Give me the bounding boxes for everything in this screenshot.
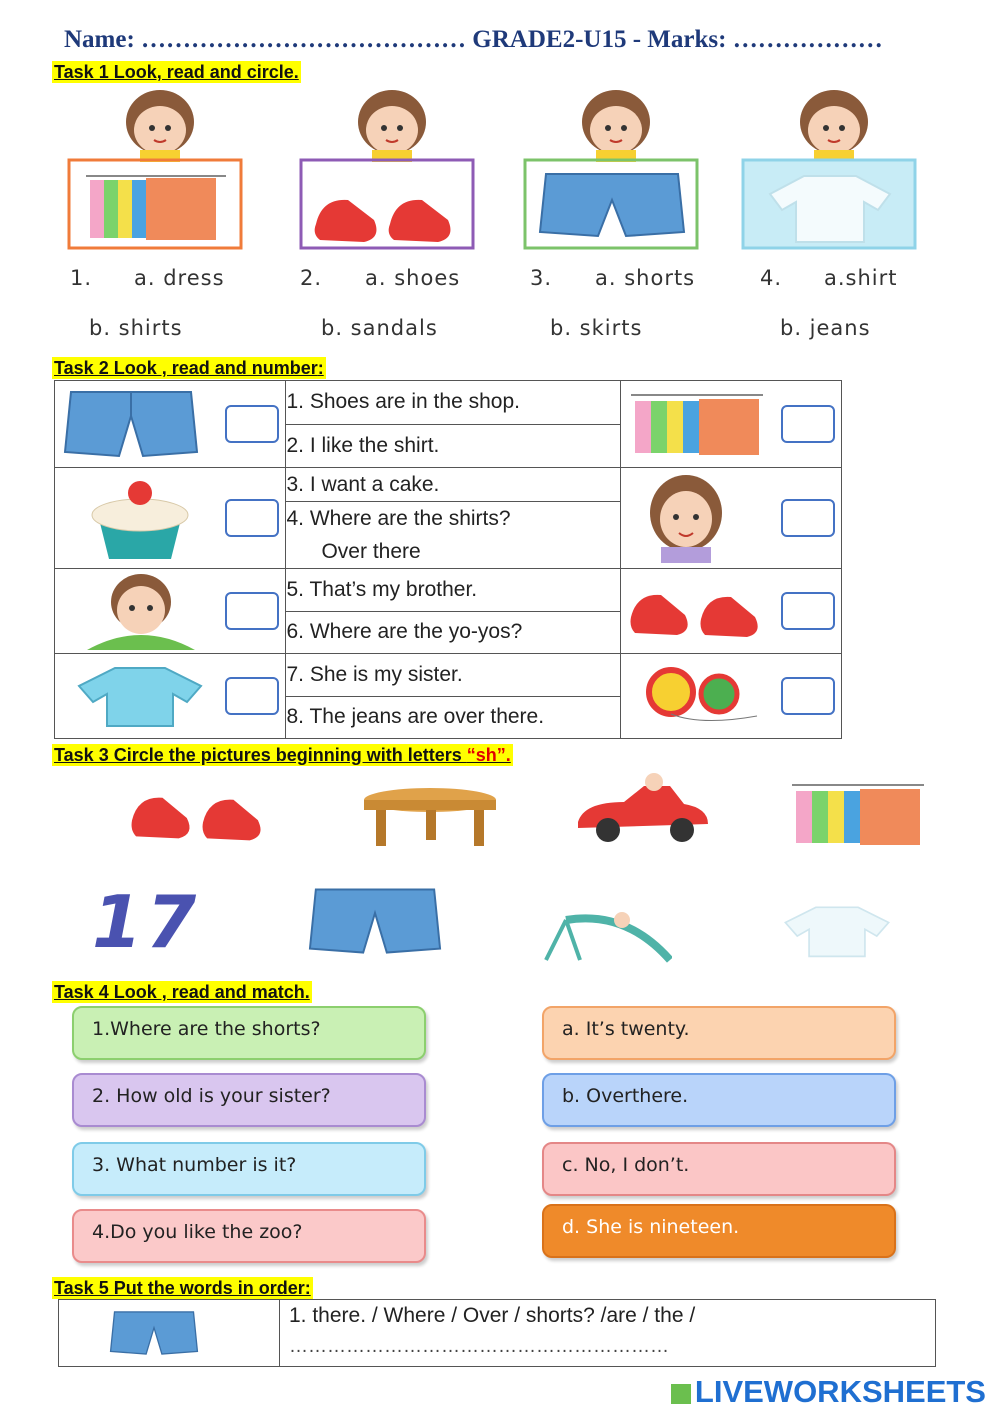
slide-picture[interactable]	[536, 900, 672, 964]
sentence-3: 3. I want a cake.	[286, 468, 620, 502]
task1-num-3: 3.	[530, 266, 553, 290]
number-answer-box[interactable]	[225, 677, 279, 715]
sentence-5: 5. That’s my brother.	[286, 569, 620, 612]
task1-num-4: 4.	[760, 266, 783, 290]
task2-picture-cell-shoes	[620, 569, 841, 654]
task1-option-4a: a.shirt	[824, 266, 898, 290]
task1-option-1b: b. shirts	[89, 316, 183, 340]
cupcake-icon	[85, 475, 195, 561]
table-picture[interactable]	[362, 786, 498, 848]
task5-box	[58, 1299, 936, 1367]
task3-title: Task 3 Circle the pictures beginning with letters “sh”.	[54, 745, 511, 765]
question-pill-2[interactable]: 2. How old is your sister?	[72, 1073, 426, 1127]
task2-title: Task 2 Look , read and number:	[54, 358, 324, 378]
sentence-8: 8. The jeans are over there.	[286, 696, 620, 739]
sentence-1: 1. Shoes are in the shop.	[286, 381, 620, 425]
shoes-picture[interactable]	[128, 778, 270, 850]
task1-picture-1	[66, 84, 246, 254]
number-answer-box[interactable]	[781, 592, 835, 630]
question-pill-4[interactable]: 4.Do you like the zoo?	[72, 1209, 426, 1263]
task1-title: Task 1 Look, read and circle.	[54, 62, 299, 82]
task4-title: Task 4 Look , read and match.	[54, 982, 310, 1002]
number-answer-box[interactable]	[781, 677, 835, 715]
question-pill-3[interactable]: 3. What number is it?	[72, 1142, 426, 1196]
sentence-4: 4. Where are the shirts?	[286, 502, 620, 535]
task1-option-2b: b. sandals	[321, 316, 438, 340]
sentence-4-continued: Over there	[286, 535, 620, 569]
shirts-rack-icon	[627, 389, 767, 459]
shorts-icon	[99, 1308, 209, 1358]
task1-option-4b: b. jeans	[780, 316, 871, 340]
task1-num-2: 2.	[300, 266, 323, 290]
logo-mark-icon	[671, 1384, 691, 1404]
number-answer-box[interactable]	[225, 499, 279, 537]
task5-title: Task 5 Put the words in order:	[54, 1278, 311, 1298]
car-picture[interactable]	[574, 772, 712, 844]
shirts-picture[interactable]	[788, 776, 928, 852]
question-pill-1[interactable]: 1.Where are the shorts?	[72, 1006, 426, 1060]
sentence-7: 7. She is my sister.	[286, 654, 620, 697]
number-answer-box[interactable]	[781, 499, 835, 537]
worksheet-header: Name: ………………………………… GRADE2-U15 - Marks: ………………	[64, 26, 883, 53]
white-shirt-picture[interactable]	[782, 898, 892, 964]
task2-picture-cell-yoyos	[620, 654, 841, 739]
number-answer-box[interactable]	[225, 405, 279, 443]
answer-pill-b[interactable]: b. Overthere.	[542, 1073, 896, 1127]
boy-face-icon	[81, 572, 201, 650]
shorts-icon	[61, 386, 201, 462]
yoyos-icon	[641, 666, 761, 726]
answer-pill-d[interactable]: d. She is nineteen.	[542, 1204, 896, 1258]
task1-option-2a: a. shoes	[365, 266, 461, 290]
girl-face-icon	[641, 473, 731, 563]
task5-picture-cell	[59, 1300, 280, 1366]
task2-picture-cell-shirt	[55, 654, 286, 739]
answer-line[interactable]: ……………………………………………………	[289, 1336, 669, 1357]
task1-picture-3	[522, 84, 702, 254]
liveworksheets-logo: LIVEWORKSHEETS	[671, 1374, 986, 1410]
shorts-picture[interactable]	[306, 882, 444, 960]
task1-option-1a: a. dress	[134, 266, 225, 290]
task2-picture-cell-boy	[55, 569, 286, 654]
sentence-6: 6. Where are the yo-yos?	[286, 611, 620, 654]
task1-option-3a: a. shorts	[595, 266, 696, 290]
number-answer-box[interactable]	[781, 405, 835, 443]
task1-num-1: 1.	[70, 266, 93, 290]
answer-pill-c[interactable]: c. No, I don’t.	[542, 1142, 896, 1196]
scrambled-words: 1. there. / Where / Over / shorts? /are / the /	[289, 1304, 696, 1327]
task2-picture-cell-shirts	[620, 381, 841, 468]
task2-picture-cell-girl	[620, 468, 841, 569]
shoes-icon	[627, 581, 767, 641]
answer-pill-a[interactable]: a. It’s twenty.	[542, 1006, 896, 1060]
task2-table	[54, 380, 842, 739]
task1-picture-4	[740, 84, 920, 254]
number-answer-box[interactable]	[225, 592, 279, 630]
shirt-icon	[75, 664, 205, 728]
task1-option-3b: b. skirts	[550, 316, 643, 340]
task2-picture-cell-shorts	[55, 381, 286, 468]
task1-picture-2	[298, 84, 478, 254]
number-seventeen-picture[interactable]: 17	[92, 880, 201, 964]
sentence-2: 2. I like the shirt.	[286, 424, 620, 468]
task2-picture-cell-cake	[55, 468, 286, 569]
